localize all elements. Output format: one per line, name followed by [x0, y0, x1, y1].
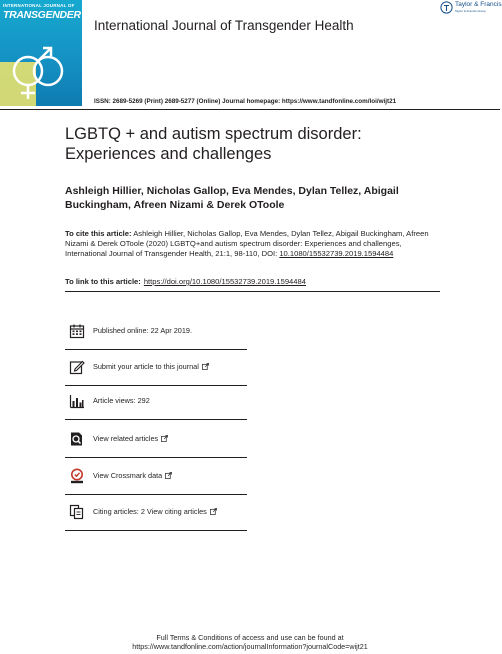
publisher-name: Taylor & Francis [455, 1, 502, 8]
link-divider [65, 291, 440, 292]
submit-edit-icon [69, 359, 85, 375]
row-divider [65, 457, 247, 458]
published-online-row [65, 314, 247, 350]
issn-line [94, 98, 396, 105]
crossmark-row[interactable] [65, 459, 247, 495]
citation-block [65, 229, 440, 259]
calendar-icon [69, 323, 85, 339]
taylor-francis-logo-icon [440, 1, 453, 14]
citation-text: Ashleigh Hillier, Nicholas Gallop, Eva Mendes, Dylan Tellez, Abigail Buckingham, Afreen Nizami & Derek OToole (2020) LGBTQ+and autism spectrum disorder: Experiences and challenges, International Journal of Transgender Health, 21:1, 98-110, DOI: [65, 229, 429, 258]
submit-article-row[interactable] [65, 350, 247, 386]
external-link-icon [165, 472, 172, 479]
citing-articles-row[interactable] [65, 495, 247, 531]
article-title-line: LGBTQ + and autism spectrum disorder: [65, 125, 362, 143]
issn-text: ISSN: 2689-5269 (Print) 2689-5277 (Online) Journal homepage: [94, 98, 282, 105]
header-divider [0, 109, 500, 110]
row-divider [65, 419, 247, 420]
journal-homepage-link[interactable]: https://www.tandfonline.com/loi/wijt21 [281, 98, 397, 105]
related-articles-link[interactable] [93, 434, 168, 443]
row-divider [65, 530, 247, 531]
journal-title: International Journal of Transgender Health [94, 18, 354, 33]
bar-chart-icon [69, 393, 85, 409]
article-authors [65, 184, 465, 212]
cover-series-text: INTERNATIONAL JOURNAL OF [3, 3, 75, 8]
crossmark-icon [69, 468, 85, 484]
publisher-tagline: Taylor & Francis Group [455, 9, 486, 13]
citing-articles-link[interactable] [93, 507, 217, 516]
journal-cover-image [0, 0, 124, 106]
link-label: To link to this article: [65, 277, 141, 286]
article-title [65, 124, 465, 164]
gender-symbols-icon [6, 35, 76, 105]
published-online-text: Published online: 22 Apr 2019. [93, 326, 192, 335]
authors-line: Buckingham, Afreen Nizami & Derek OToole [65, 199, 285, 211]
article-title-line: Experiences and challenges [65, 145, 272, 163]
related-articles-row[interactable] [65, 422, 247, 458]
external-link-icon [210, 508, 217, 515]
external-link-icon [202, 363, 209, 370]
crossmark-link[interactable] [93, 471, 172, 480]
publisher-logo[interactable] [440, 1, 500, 15]
submit-article-link[interactable] [93, 362, 209, 371]
citing-articles-text: Citing articles: 2 View citing articles [93, 507, 207, 516]
footer-terms-link[interactable]: https://www.tandfonline.com/action/journalInformation?journalCode=wijt21 [132, 642, 368, 651]
citation-label: To cite this article: [65, 229, 132, 238]
crossmark-text: View Crossmark data [93, 471, 163, 480]
citing-articles-icon [69, 504, 85, 520]
article-views-text: Article views: 292 [93, 396, 150, 405]
submit-article-text: Submit your article to this journal [93, 362, 199, 371]
article-link-line [65, 277, 306, 286]
doi-link[interactable]: 10.1080/15532739.2019.1594484 [279, 249, 394, 258]
search-document-icon [69, 431, 85, 447]
article-doi-url-link[interactable]: https://doi.org/10.1080/15532739.2019.1594484 [143, 277, 306, 286]
authors-line: Ashleigh Hillier, Nicholas Gallop, Eva Mendes, Dylan Tellez, Abigail [65, 185, 399, 197]
footer-terms-text: Full Terms & Conditions of access and use can be found at [156, 633, 344, 642]
cover-title-text: TRANSGENDER HEALTH [3, 9, 124, 21]
related-articles-text: View related articles [93, 434, 159, 443]
external-link-icon [161, 435, 168, 442]
article-views-row [65, 384, 247, 420]
